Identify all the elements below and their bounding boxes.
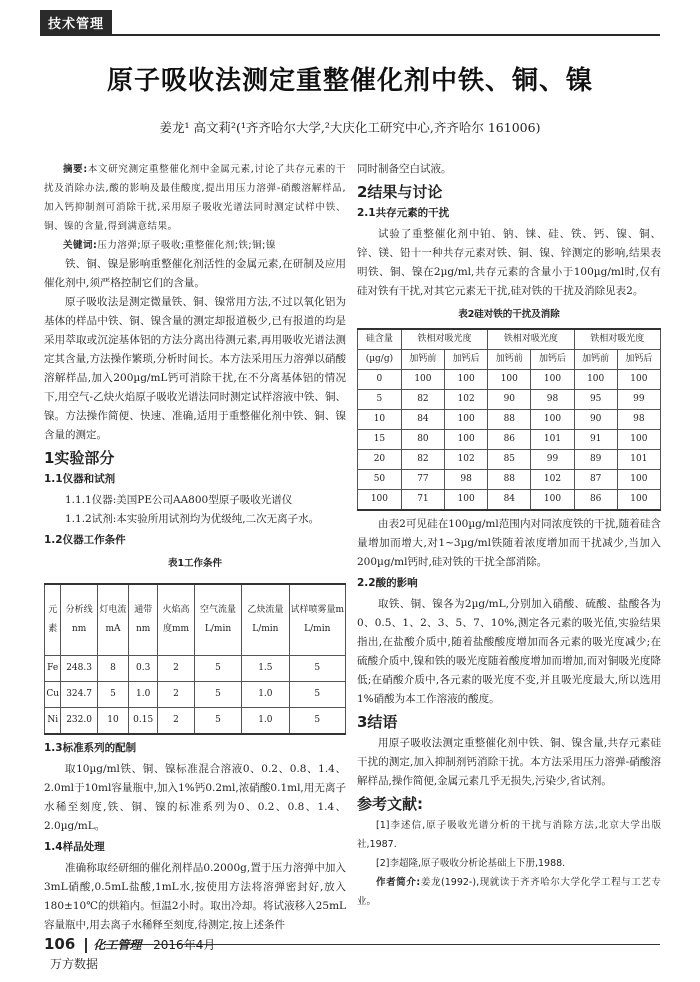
section-2-1-title: 2.1共存元素的干扰 (357, 207, 450, 219)
intro-paragraph: 铁、铜、镍是影响重整催化剂活性的金属元素,在研制及应用催化剂中,须严格控制它们的含量。 (44, 258, 346, 289)
table-cell: 91 (574, 430, 617, 450)
section-1-4-title: 1.4样品处理 (44, 841, 105, 853)
table-row (358, 490, 661, 511)
table2-header: 硅含量 (358, 329, 402, 350)
table-cell: 89 (574, 450, 617, 470)
table-cell: 15 (358, 430, 402, 450)
table1-header: 乙炔流量 L/min (242, 584, 289, 656)
section-header (40, 10, 660, 34)
table1-caption: 表1工作条件 (167, 558, 223, 569)
section-2-2-title: 2.2酸的影响 (357, 577, 418, 589)
instrument-text: 1.1.1仪器:美国PE公司AA800型原子吸收光谱仪 (65, 494, 293, 506)
section-1-1-title: 1.1仪器和试剂 (44, 473, 116, 485)
keywords-label: 关键词: (63, 240, 98, 251)
table-cell: 84 (401, 410, 444, 430)
table-cell: 5 (194, 708, 241, 735)
table-cell: 100 (531, 370, 574, 390)
table2-sub: 加钙后 (445, 350, 488, 370)
table-cell: 2 (158, 656, 195, 682)
table-cell: 82 (401, 450, 444, 470)
table1-header: 通带 nm (129, 584, 158, 656)
table1-header: 空气流量 L/min (194, 584, 241, 656)
authors: 姜龙¹ 高文莉²(¹齐齐哈尔大学,²大庆化工研究中心,齐齐哈尔 161006) (159, 120, 541, 135)
table-cell: 0.3 (129, 656, 158, 682)
table-cell: 98 (445, 470, 488, 490)
table-cell: 1.0 (242, 682, 289, 708)
author-bio (357, 873, 661, 911)
table-cell: 84 (488, 490, 531, 511)
table-cell: 248.3 (61, 656, 97, 682)
table2 (357, 328, 661, 511)
table-cell: 324.7 (61, 682, 97, 708)
table2-sub-row (358, 350, 661, 370)
table-cell: 100 (445, 370, 488, 390)
footer-divider (85, 938, 87, 953)
acid-effect-text: 取铁、铜、镍各为2µg/mL,分别加入硝酸、硫酸、盐酸各为0、0.5、1、2、3、5、7、10%,测定各元素的吸光值,实验结果指出,在盐酸介质中,随着盐酸酸度增加而各元素的吸光度减少;在硫酸介质中,镍和铁的吸光度随着酸度增加而增加,而对铜吸光度降低;在硝酸介质中,各元素的吸光度不变,并且吸光度最大,所以选用1%硝酸为本工作溶液的酸度。 (357, 598, 661, 705)
table-cell: 100 (617, 370, 660, 390)
table-cell: 100 (574, 370, 617, 390)
table2-sub: 加钙前 (488, 350, 531, 370)
section-3-title: 3结语 (357, 713, 398, 731)
table-cell: 100 (358, 490, 402, 511)
table-cell: 88 (488, 410, 531, 430)
table-cell: 1.0 (129, 682, 158, 708)
reagent-text: 1.1.2试剂:本实验所用试剂均为优级纯,二次无离子水。 (65, 513, 320, 525)
journal-name: 化工管理 (93, 938, 142, 952)
table-cell: Ni (45, 708, 61, 735)
table-cell: 0.15 (129, 708, 158, 735)
table-cell: 5 (289, 708, 345, 735)
table2-caption: 表2硅对铁的干扰及消除 (458, 309, 560, 320)
table-cell: 2 (158, 682, 195, 708)
table-cell: Fe (45, 656, 61, 682)
table-cell: 99 (531, 450, 574, 470)
table1-header: 试样喷雾量m L/min (289, 584, 345, 656)
table-cell: 100 (401, 370, 444, 390)
table-cell: 5 (289, 682, 345, 708)
table-cell: 232.0 (61, 708, 97, 735)
table-row (358, 410, 661, 430)
table-cell: 100 (445, 490, 488, 511)
table1-header: 火焰高度mm (158, 584, 195, 656)
table-cell: 86 (574, 490, 617, 511)
abstract (44, 160, 346, 236)
table1-header: 分析线 nm (61, 584, 97, 656)
table-cell: 10 (97, 708, 129, 735)
article-title: 原子吸收法测定重整催化剂中铁、铜、镍 (106, 66, 593, 96)
table-cell: 2 (158, 708, 195, 735)
table2-group: 铁相对吸光度 (488, 329, 574, 350)
table2-group-row (358, 329, 661, 350)
interference-text: 试验了重整催化剂中铂、钠、铼、硅、铁、钙、镍、铜、锌、镁、铅十一种共存元素对铁、铜、镍、锌测定的影响,结果表明铁、铜、镍在2µg/ml,共存元素的含量小于100µg/ml时,仅有硅对铁有干扰,对其它元素无干扰,硅对铁的干扰及消除见表2。 (357, 228, 661, 297)
table-cell: 102 (445, 390, 488, 410)
table-cell: 0 (358, 370, 402, 390)
abstract-text: 本文研究测定重整催化剂中金属元素,讨论了共存元素的干扰及消除办法,酸的影响及最佳酸度,提出用压力溶弹-硝酸溶解样品,加入钙抑制剂可消除干扰,采用原子吸收光谱法同时测定试样中铁、铜、镍的含量,得到满意结果。 (44, 164, 346, 232)
right-column (357, 160, 661, 911)
table-cell: Cu (45, 682, 61, 708)
section-1-2-title: 1.2仪器工作条件 (44, 534, 126, 546)
table-cell: 95 (574, 390, 617, 410)
table2-sub: 加钙前 (574, 350, 617, 370)
page-number: 106 (44, 935, 76, 953)
table-row (45, 708, 346, 735)
reference-item: [1]李述信,原子吸收光谱分析的干扰与消除方法,北京大学出版社,1987. (357, 820, 661, 850)
conclusion-text: 用原子吸收法测定重整催化剂中铁、铜、镍含量,共存元素硅干扰的测定,加入抑制剂钙消除干扰。本方法采用压力溶弹-硝酸溶解样品,操作简便,金属元素几乎无损失,污染少,省试剂。 (357, 737, 661, 787)
table-cell: 85 (488, 450, 531, 470)
table-cell: 100 (445, 430, 488, 450)
table-row (358, 430, 661, 450)
references (357, 816, 661, 911)
author-bio-label: 作者简介: (376, 877, 421, 888)
table-cell: 102 (445, 450, 488, 470)
table1-header-row (45, 584, 346, 656)
table-cell: 100 (531, 410, 574, 430)
table1 (44, 583, 346, 735)
section-1-title: 1实验部分 (44, 449, 115, 467)
table-row (358, 390, 661, 410)
table-cell: 1.5 (242, 656, 289, 682)
table-cell: 5 (289, 656, 345, 682)
table-cell: 90 (488, 390, 531, 410)
author-bio-text: 姜龙(1992-),现就读于齐齐哈尔大学化学工程与工艺专业。 (357, 877, 661, 907)
table2-sub: 加钙后 (617, 350, 660, 370)
table-cell: 82 (401, 390, 444, 410)
table2-sub: 加钙后 (531, 350, 574, 370)
table-row (358, 450, 661, 470)
table-row (45, 682, 346, 708)
table-cell: 88 (488, 470, 531, 490)
table2-unit: (µg/g) (358, 350, 402, 370)
table-cell: 50 (358, 470, 402, 490)
section-1-3-title: 1.3标准系列的配制 (44, 742, 137, 754)
left-column (44, 160, 346, 935)
table-row (358, 470, 661, 490)
sample-prep-continued: 同时制备空白试液。 (357, 163, 452, 175)
table-cell: 100 (617, 490, 660, 511)
table-cell: 101 (531, 430, 574, 450)
abstract-label: 摘要: (63, 164, 88, 175)
table-cell: 5 (97, 682, 129, 708)
table1-header: 灯电流 mA (97, 584, 129, 656)
table-cell: 101 (617, 450, 660, 470)
wanfang-watermark: 万方数据 (50, 957, 99, 971)
section-2-title: 2结果与讨论 (357, 183, 443, 201)
table2-group: 铁相对吸光度 (401, 329, 487, 350)
keywords-text: 压力溶弹;原子吸收;重整催化剂;铁;铜;镍 (97, 240, 276, 251)
table-cell: 98 (531, 390, 574, 410)
page-footer (44, 935, 216, 971)
table-cell: 99 (617, 390, 660, 410)
sample-prep-text: 准确称取经研细的催化剂样品0.2000g,置于压力溶弹中加入3mL硝酸,0.5mL盐酸,1mL水,按使用方法将溶弹密封好,放入180±10℃的烘箱内。恒温2小时。取出冷却。将试液移入25mL容量瓶中,用去离子水稀释至刻度,待测定,按上述条件 (44, 862, 346, 931)
table-cell: 90 (574, 410, 617, 430)
table-cell: 80 (401, 430, 444, 450)
table2-group: 铁相对吸光度 (574, 329, 660, 350)
table-cell: 5 (194, 682, 241, 708)
table-cell: 71 (401, 490, 444, 511)
keywords (44, 236, 346, 255)
intro-paragraph: 原子吸收法是测定微量铁、铜、镍常用方法,不过以氧化铝为基体的样品中铁、铜、镍含量的测定却报道极少,已有报道的均是采用萃取或沉淀基体铝的方法分离出待测元素,再用吸收光谱法测定其含量,方法操作繁琐,分析时间长。本方法采用压力溶弹以硝酸溶解样品,加入200µg/mL钙可消除干扰,在不分离基体铝的情况下,用空气-乙炔火焰原子吸收光谱法同时测定试样溶液中铁、铜、镍。方法操作简便、快速、准确,适用于重整催化剂中铁、铜、镍含量的测定。 (44, 296, 346, 441)
table-row (45, 656, 346, 682)
table2-discussion: 由表2可见硅在100µg/ml范围内对同浓度铁的干扰,随着硅含量增加而增大,对1~3µg/ml铁随着浓度增加而干扰减少,当加入200µg/ml钙时,硅对铁的干扰全部消除。 (357, 518, 661, 568)
table-cell: 100 (488, 370, 531, 390)
table1-header: 元素 (45, 584, 61, 656)
table-cell: 77 (401, 470, 444, 490)
table-cell: 1.0 (242, 708, 289, 735)
table-cell: 100 (617, 430, 660, 450)
table-cell: 100 (617, 470, 660, 490)
reference-item: [2]李超隆,原子吸收分析论基础上下册,1988. (376, 858, 566, 869)
table-cell: 87 (574, 470, 617, 490)
table2-sub: 加钙前 (401, 350, 444, 370)
section-label: 技术管理 (40, 10, 112, 35)
table-cell: 5 (358, 390, 402, 410)
table-cell: 102 (531, 470, 574, 490)
table-cell: 8 (97, 656, 129, 682)
table-cell: 100 (445, 410, 488, 430)
table-cell: 20 (358, 450, 402, 470)
standard-series-text: 取10µg/ml铁、铜、镍标准混合溶液0、0.2、0.8、1.4、2.0ml于10ml容量瓶中,加入1%钙0.2ml,浓硝酸0.1ml,用无离子水稀至刻度,铁、铜、镍的标准系列为0、0.2、0.8、1.4、2.0µg/mL。 (44, 763, 346, 832)
table-cell: 5 (194, 656, 241, 682)
references-title: 参考文献: (357, 795, 423, 813)
table-row (358, 370, 661, 390)
table-cell: 10 (358, 410, 402, 430)
table-cell: 86 (488, 430, 531, 450)
issue-date: 2016年4月 (153, 938, 216, 952)
header-rule (40, 34, 660, 36)
table-cell: 98 (617, 410, 660, 430)
table-cell: 100 (531, 490, 574, 511)
